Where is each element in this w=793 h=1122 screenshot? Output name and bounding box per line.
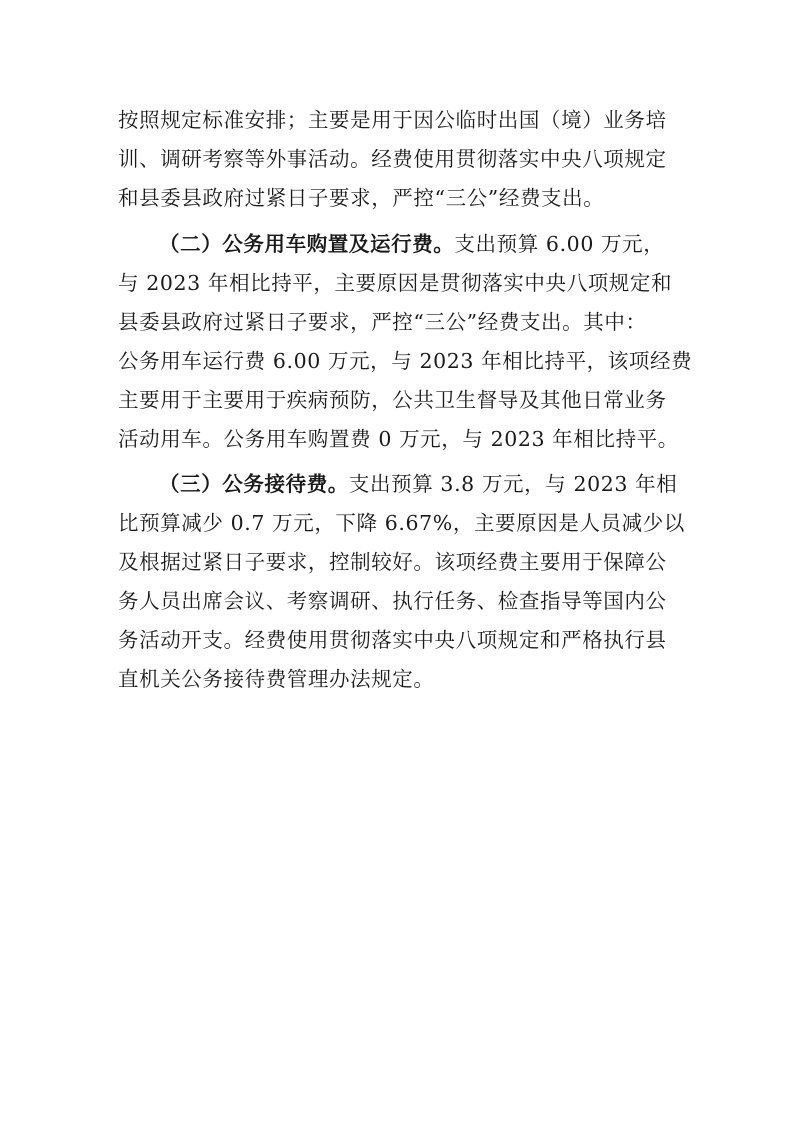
section-reception-first-line-text: 支出预算 3.8 万元，与 2023 年相	[348, 472, 678, 496]
section-vehicle-first-line	[159, 226, 664, 262]
intro-line-1: 按照规定标准安排；主要是用于因公临时出国（境）业务培	[118, 108, 667, 132]
section-reception-line-6: 直机关公务接待费管理办法规定。	[118, 667, 435, 691]
section-reception-line-3: 及根据过紧日子要求，控制较好。该项经费主要用于保障公	[118, 550, 667, 574]
intro-line-2: 训、调研考察等外事活动。经费使用贯彻落实中央八项规定	[118, 147, 667, 171]
intro-line-3: 和县委县政府过紧日子要求，严控“三公”经费支出。	[118, 186, 605, 210]
section-vehicle-line-4: 公务用车运行费 6.00 万元，与 2023 年相比持平，该项经费	[118, 349, 693, 373]
section-vehicle-line-6: 活动用车。公务用车购置费 0 万元，与 2023 年相比持平。	[118, 427, 679, 451]
section-reception-heading: （三）公务接待费。	[159, 472, 349, 496]
section-vehicle-heading: （二）公务用车购置及运行费。	[159, 232, 455, 256]
section-vehicle-line-3: 县委县政府过紧日子要求，严控“三公”经费支出。其中：	[118, 310, 647, 334]
section-vehicle-line-2: 与 2023 年相比持平，主要原因是贯彻落实中央八项规定和	[118, 271, 673, 295]
section-reception-line-5: 务活动开支。经费使用贯彻落实中央八项规定和严格执行县	[118, 628, 667, 652]
section-reception-first-line	[159, 466, 677, 502]
section-vehicle-line-5: 主要用于主要用于疾病预防，公共卫生督导及其他日常业务	[118, 388, 667, 412]
section-reception-line-4: 务人员出席会议、考察调研、执行任务、检查指导等国内公	[118, 589, 667, 613]
section-vehicle-first-line-text: 支出预算 6.00 万元，	[454, 232, 665, 256]
section-reception-line-2: 比预算减少 0.7 万元，下降 6.67%，主要原因是人员减少以	[118, 511, 685, 535]
